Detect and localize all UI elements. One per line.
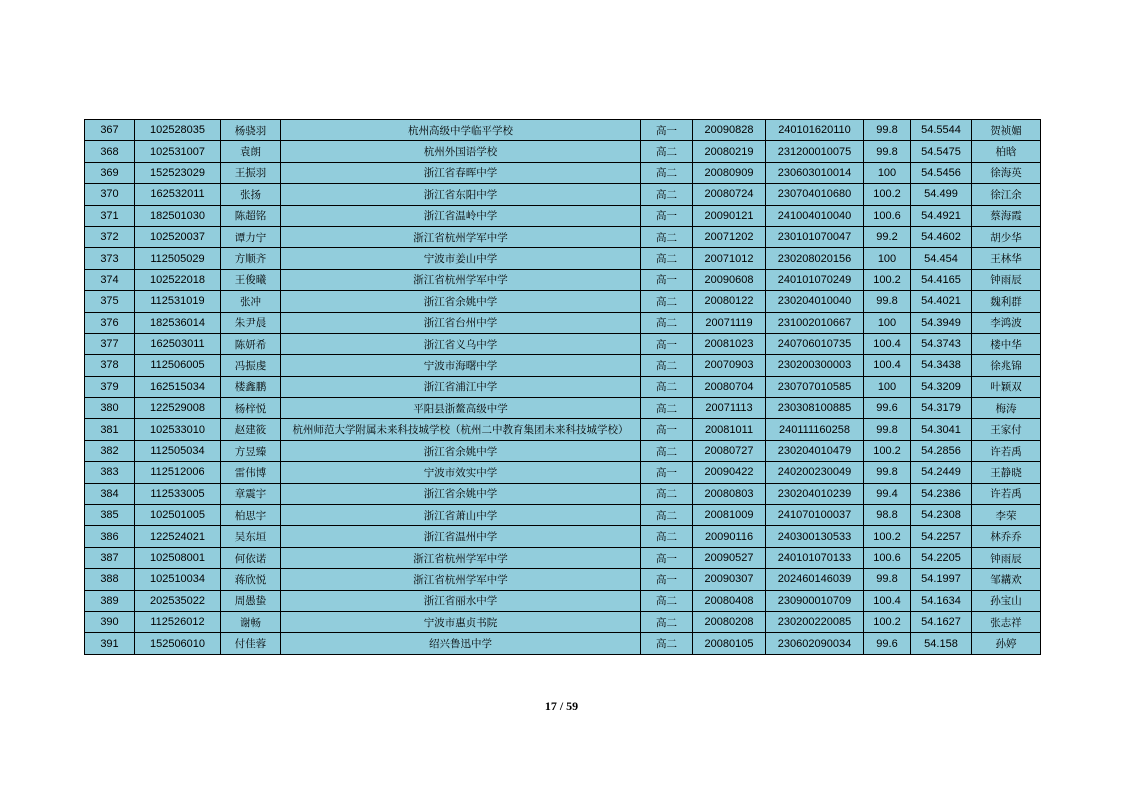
total-score-cell: 54.1627 bbox=[911, 611, 972, 632]
school-cell: 宁波市海曙中学 bbox=[281, 355, 641, 376]
exam-id-cell: 240200230049 bbox=[766, 462, 864, 483]
student-id-cell: 182501030 bbox=[135, 205, 221, 226]
teacher-cell: 钟雨辰 bbox=[972, 269, 1041, 290]
teacher-cell: 蔡海霞 bbox=[972, 205, 1041, 226]
table-row bbox=[85, 505, 1041, 526]
score-cell: 99.6 bbox=[864, 633, 911, 654]
teacher-cell: 王家付 bbox=[972, 419, 1041, 440]
table-row bbox=[85, 184, 1041, 205]
school-cell: 浙江省萧山中学 bbox=[281, 505, 641, 526]
birthdate-cell: 20071012 bbox=[693, 248, 766, 269]
birthdate-cell: 20090422 bbox=[693, 462, 766, 483]
name-cell: 付佳蓉 bbox=[221, 633, 281, 654]
total-score-cell: 54.3743 bbox=[911, 333, 972, 354]
total-score-cell: 54.5544 bbox=[911, 120, 972, 141]
name-cell: 赵建筱 bbox=[221, 419, 281, 440]
student-id-cell: 102508001 bbox=[135, 547, 221, 568]
student-id-cell: 152523029 bbox=[135, 162, 221, 183]
exam-id-cell: 231200010075 bbox=[766, 141, 864, 162]
birthdate-cell: 20090121 bbox=[693, 205, 766, 226]
table-row bbox=[85, 141, 1041, 162]
student-id-cell: 202535022 bbox=[135, 590, 221, 611]
birthdate-cell: 20080704 bbox=[693, 376, 766, 397]
student-id-cell: 102533010 bbox=[135, 419, 221, 440]
grade-cell: 高一 bbox=[641, 462, 693, 483]
exam-id-cell: 240111160258 bbox=[766, 419, 864, 440]
birthdate-cell: 20080803 bbox=[693, 483, 766, 504]
rank-cell: 385 bbox=[85, 505, 135, 526]
teacher-cell: 林乔乔 bbox=[972, 526, 1041, 547]
teacher-cell: 孙宝山 bbox=[972, 590, 1041, 611]
exam-id-cell: 230208020156 bbox=[766, 248, 864, 269]
rank-cell: 384 bbox=[85, 483, 135, 504]
birthdate-cell: 20080208 bbox=[693, 611, 766, 632]
school-cell: 浙江省余姚中学 bbox=[281, 483, 641, 504]
table-row bbox=[85, 205, 1041, 226]
name-cell: 方昱臻 bbox=[221, 440, 281, 461]
name-cell: 张冲 bbox=[221, 291, 281, 312]
grade-cell: 高二 bbox=[641, 633, 693, 654]
grade-cell: 高二 bbox=[641, 312, 693, 333]
total-score-cell: 54.2386 bbox=[911, 483, 972, 504]
rank-cell: 369 bbox=[85, 162, 135, 183]
table-row bbox=[85, 398, 1041, 419]
student-id-cell: 152506010 bbox=[135, 633, 221, 654]
grade-cell: 高二 bbox=[641, 226, 693, 247]
grade-cell: 高二 bbox=[641, 376, 693, 397]
total-score-cell: 54.5475 bbox=[911, 141, 972, 162]
grade-cell: 高二 bbox=[641, 184, 693, 205]
student-id-cell: 122529008 bbox=[135, 398, 221, 419]
table-row bbox=[85, 226, 1041, 247]
name-cell: 陈妍希 bbox=[221, 333, 281, 354]
total-score-cell: 54.499 bbox=[911, 184, 972, 205]
birthdate-cell: 20070903 bbox=[693, 355, 766, 376]
total-score-cell: 54.4921 bbox=[911, 205, 972, 226]
grade-cell: 高一 bbox=[641, 547, 693, 568]
score-cell: 99.4 bbox=[864, 483, 911, 504]
score-cell: 99.8 bbox=[864, 291, 911, 312]
teacher-cell: 许若禹 bbox=[972, 483, 1041, 504]
birthdate-cell: 20080219 bbox=[693, 141, 766, 162]
score-cell: 99.8 bbox=[864, 462, 911, 483]
student-id-cell: 162515034 bbox=[135, 376, 221, 397]
total-score-cell: 54.454 bbox=[911, 248, 972, 269]
student-id-cell: 112505029 bbox=[135, 248, 221, 269]
student-id-cell: 112531019 bbox=[135, 291, 221, 312]
score-cell: 100.4 bbox=[864, 355, 911, 376]
birthdate-cell: 20090307 bbox=[693, 569, 766, 590]
birthdate-cell: 20080909 bbox=[693, 162, 766, 183]
rank-cell: 379 bbox=[85, 376, 135, 397]
teacher-cell: 许若禹 bbox=[972, 440, 1041, 461]
score-cell: 99.8 bbox=[864, 569, 911, 590]
name-cell: 杨骁羽 bbox=[221, 120, 281, 141]
birthdate-cell: 20090828 bbox=[693, 120, 766, 141]
rank-cell: 368 bbox=[85, 141, 135, 162]
name-cell: 陈超铭 bbox=[221, 205, 281, 226]
grade-cell: 高二 bbox=[641, 355, 693, 376]
total-score-cell: 54.1634 bbox=[911, 590, 972, 611]
exam-id-cell: 230200220085 bbox=[766, 611, 864, 632]
name-cell: 吴东垣 bbox=[221, 526, 281, 547]
student-id-cell: 102531007 bbox=[135, 141, 221, 162]
teacher-cell: 徐兆锦 bbox=[972, 355, 1041, 376]
exam-id-cell: 240101070133 bbox=[766, 547, 864, 568]
table-row bbox=[85, 162, 1041, 183]
exam-id-cell: 230204010479 bbox=[766, 440, 864, 461]
name-cell: 谢畅 bbox=[221, 611, 281, 632]
name-cell: 楼鑫鹏 bbox=[221, 376, 281, 397]
exam-id-cell: 240101620110 bbox=[766, 120, 864, 141]
rank-cell: 375 bbox=[85, 291, 135, 312]
school-cell: 浙江省义乌中学 bbox=[281, 333, 641, 354]
total-score-cell: 54.2856 bbox=[911, 440, 972, 461]
name-cell: 王俊曦 bbox=[221, 269, 281, 290]
total-score-cell: 54.3209 bbox=[911, 376, 972, 397]
school-cell: 杭州师范大学附属未来科技城学校（杭州二中教育集团未来科技城学校） bbox=[281, 419, 641, 440]
rank-cell: 390 bbox=[85, 611, 135, 632]
exam-id-cell: 202460146039 bbox=[766, 569, 864, 590]
name-cell: 袁朗 bbox=[221, 141, 281, 162]
score-cell: 100 bbox=[864, 376, 911, 397]
total-score-cell: 54.4021 bbox=[911, 291, 972, 312]
name-cell: 谭力宁 bbox=[221, 226, 281, 247]
birthdate-cell: 20090527 bbox=[693, 547, 766, 568]
table-row bbox=[85, 611, 1041, 632]
total-score-cell: 54.3179 bbox=[911, 398, 972, 419]
name-cell: 张扬 bbox=[221, 184, 281, 205]
total-score-cell: 54.158 bbox=[911, 633, 972, 654]
school-cell: 绍兴鲁迅中学 bbox=[281, 633, 641, 654]
teacher-cell: 王静晓 bbox=[972, 462, 1041, 483]
grade-cell: 高二 bbox=[641, 141, 693, 162]
grade-cell: 高一 bbox=[641, 419, 693, 440]
school-cell: 浙江省温州中学 bbox=[281, 526, 641, 547]
grade-cell: 高二 bbox=[641, 248, 693, 269]
rank-cell: 376 bbox=[85, 312, 135, 333]
table-row bbox=[85, 633, 1041, 654]
teacher-cell: 孙婷 bbox=[972, 633, 1041, 654]
teacher-cell: 钟雨辰 bbox=[972, 547, 1041, 568]
score-cell: 100 bbox=[864, 312, 911, 333]
school-cell: 浙江省台州中学 bbox=[281, 312, 641, 333]
exam-id-cell: 230308100885 bbox=[766, 398, 864, 419]
rank-cell: 378 bbox=[85, 355, 135, 376]
total-score-cell: 54.3041 bbox=[911, 419, 972, 440]
name-cell: 方顺齐 bbox=[221, 248, 281, 269]
rank-cell: 367 bbox=[85, 120, 135, 141]
birthdate-cell: 20080724 bbox=[693, 184, 766, 205]
school-cell: 宁波市姜山中学 bbox=[281, 248, 641, 269]
table-row bbox=[85, 419, 1041, 440]
score-cell: 100.2 bbox=[864, 184, 911, 205]
teacher-cell: 柏晗 bbox=[972, 141, 1041, 162]
birthdate-cell: 20080727 bbox=[693, 440, 766, 461]
score-cell: 100.4 bbox=[864, 333, 911, 354]
score-cell: 100.6 bbox=[864, 205, 911, 226]
birthdate-cell: 20071113 bbox=[693, 398, 766, 419]
name-cell: 蒋欣悦 bbox=[221, 569, 281, 590]
teacher-cell: 王林华 bbox=[972, 248, 1041, 269]
total-score-cell: 54.3438 bbox=[911, 355, 972, 376]
total-score-cell: 54.5456 bbox=[911, 162, 972, 183]
score-cell: 99.8 bbox=[864, 141, 911, 162]
rank-cell: 371 bbox=[85, 205, 135, 226]
name-cell: 杨梓悦 bbox=[221, 398, 281, 419]
grade-cell: 高二 bbox=[641, 291, 693, 312]
birthdate-cell: 20071202 bbox=[693, 226, 766, 247]
exam-id-cell: 230204010040 bbox=[766, 291, 864, 312]
exam-id-cell: 230204010239 bbox=[766, 483, 864, 504]
score-cell: 100.4 bbox=[864, 590, 911, 611]
rank-cell: 370 bbox=[85, 184, 135, 205]
teacher-cell: 梅涛 bbox=[972, 398, 1041, 419]
total-score-cell: 54.1997 bbox=[911, 569, 972, 590]
student-id-cell: 122524021 bbox=[135, 526, 221, 547]
page-number: 17 / 59 bbox=[544, 699, 579, 713]
rank-cell: 386 bbox=[85, 526, 135, 547]
name-cell: 何依诺 bbox=[221, 547, 281, 568]
student-id-cell: 162503011 bbox=[135, 333, 221, 354]
exam-id-cell: 230900010709 bbox=[766, 590, 864, 611]
grade-cell: 高一 bbox=[641, 333, 693, 354]
exam-id-cell: 230101070047 bbox=[766, 226, 864, 247]
school-cell: 浙江省余姚中学 bbox=[281, 291, 641, 312]
teacher-cell: 李鸿波 bbox=[972, 312, 1041, 333]
grade-cell: 高二 bbox=[641, 611, 693, 632]
birthdate-cell: 20080105 bbox=[693, 633, 766, 654]
rank-cell: 377 bbox=[85, 333, 135, 354]
school-cell: 浙江省杭州学军中学 bbox=[281, 226, 641, 247]
score-cell: 100 bbox=[864, 162, 911, 183]
exam-id-cell: 240101070249 bbox=[766, 269, 864, 290]
school-cell: 宁波市效实中学 bbox=[281, 462, 641, 483]
teacher-cell: 邹耩欢 bbox=[972, 569, 1041, 590]
grade-cell: 高一 bbox=[641, 569, 693, 590]
table-row bbox=[85, 291, 1041, 312]
teacher-cell: 徐江余 bbox=[972, 184, 1041, 205]
table-row bbox=[85, 526, 1041, 547]
student-id-cell: 112512006 bbox=[135, 462, 221, 483]
school-cell: 平阳县浙鳌高级中学 bbox=[281, 398, 641, 419]
rank-cell: 391 bbox=[85, 633, 135, 654]
student-id-cell: 102510034 bbox=[135, 569, 221, 590]
teacher-cell: 张志祥 bbox=[972, 611, 1041, 632]
birthdate-cell: 20090608 bbox=[693, 269, 766, 290]
results-table bbox=[84, 119, 1041, 655]
student-id-cell: 182536014 bbox=[135, 312, 221, 333]
score-cell: 99.6 bbox=[864, 398, 911, 419]
total-score-cell: 54.2205 bbox=[911, 547, 972, 568]
exam-id-cell: 230603010014 bbox=[766, 162, 864, 183]
grade-cell: 高二 bbox=[641, 526, 693, 547]
grade-cell: 高二 bbox=[641, 483, 693, 504]
school-cell: 浙江省杭州学军中学 bbox=[281, 547, 641, 568]
rank-cell: 373 bbox=[85, 248, 135, 269]
total-score-cell: 54.4165 bbox=[911, 269, 972, 290]
score-cell: 100.6 bbox=[864, 547, 911, 568]
name-cell: 柏思宇 bbox=[221, 505, 281, 526]
student-id-cell: 112533005 bbox=[135, 483, 221, 504]
rank-cell: 382 bbox=[85, 440, 135, 461]
student-id-cell: 102520037 bbox=[135, 226, 221, 247]
rank-cell: 383 bbox=[85, 462, 135, 483]
rank-cell: 374 bbox=[85, 269, 135, 290]
table-row bbox=[85, 355, 1041, 376]
table-row bbox=[85, 483, 1041, 504]
table-row bbox=[85, 440, 1041, 461]
school-cell: 浙江省浦江中学 bbox=[281, 376, 641, 397]
rank-cell: 372 bbox=[85, 226, 135, 247]
student-id-cell: 112526012 bbox=[135, 611, 221, 632]
name-cell: 周愚蛰 bbox=[221, 590, 281, 611]
exam-id-cell: 240706010735 bbox=[766, 333, 864, 354]
table-row bbox=[85, 248, 1041, 269]
exam-id-cell: 231002010667 bbox=[766, 312, 864, 333]
student-id-cell: 102501005 bbox=[135, 505, 221, 526]
grade-cell: 高一 bbox=[641, 269, 693, 290]
birthdate-cell: 20081009 bbox=[693, 505, 766, 526]
table-row bbox=[85, 333, 1041, 354]
score-cell: 100.2 bbox=[864, 611, 911, 632]
school-cell: 浙江省杭州学军中学 bbox=[281, 269, 641, 290]
birthdate-cell: 20090116 bbox=[693, 526, 766, 547]
name-cell: 朱尹晨 bbox=[221, 312, 281, 333]
name-cell: 章震宇 bbox=[221, 483, 281, 504]
total-score-cell: 54.4602 bbox=[911, 226, 972, 247]
grade-cell: 高二 bbox=[641, 505, 693, 526]
score-cell: 100.2 bbox=[864, 526, 911, 547]
exam-id-cell: 230200300003 bbox=[766, 355, 864, 376]
school-cell: 浙江省春晖中学 bbox=[281, 162, 641, 183]
name-cell: 王振羽 bbox=[221, 162, 281, 183]
exam-id-cell: 241004010040 bbox=[766, 205, 864, 226]
teacher-cell: 徐海英 bbox=[972, 162, 1041, 183]
teacher-cell: 魏利群 bbox=[972, 291, 1041, 312]
birthdate-cell: 20071119 bbox=[693, 312, 766, 333]
birthdate-cell: 20080408 bbox=[693, 590, 766, 611]
grade-cell: 高二 bbox=[641, 440, 693, 461]
table-row bbox=[85, 312, 1041, 333]
score-cell: 98.8 bbox=[864, 505, 911, 526]
school-cell: 浙江省余姚中学 bbox=[281, 440, 641, 461]
score-cell: 100 bbox=[864, 248, 911, 269]
score-cell: 99.8 bbox=[864, 120, 911, 141]
grade-cell: 高二 bbox=[641, 398, 693, 419]
student-id-cell: 102528035 bbox=[135, 120, 221, 141]
school-cell: 浙江省东阳中学 bbox=[281, 184, 641, 205]
school-cell: 杭州外国语学校 bbox=[281, 141, 641, 162]
rank-cell: 389 bbox=[85, 590, 135, 611]
score-cell: 100.2 bbox=[864, 440, 911, 461]
score-cell: 99.8 bbox=[864, 419, 911, 440]
rank-cell: 380 bbox=[85, 398, 135, 419]
total-score-cell: 54.2308 bbox=[911, 505, 972, 526]
grade-cell: 高一 bbox=[641, 205, 693, 226]
birthdate-cell: 20081011 bbox=[693, 419, 766, 440]
teacher-cell: 楼中华 bbox=[972, 333, 1041, 354]
table-row bbox=[85, 120, 1041, 141]
rank-cell: 388 bbox=[85, 569, 135, 590]
table-row bbox=[85, 547, 1041, 568]
exam-id-cell: 230707010585 bbox=[766, 376, 864, 397]
school-cell: 浙江省温岭中学 bbox=[281, 205, 641, 226]
table-row bbox=[85, 269, 1041, 290]
total-score-cell: 54.2449 bbox=[911, 462, 972, 483]
birthdate-cell: 20080122 bbox=[693, 291, 766, 312]
student-id-cell: 162532011 bbox=[135, 184, 221, 205]
exam-id-cell: 230704010680 bbox=[766, 184, 864, 205]
name-cell: 冯振虔 bbox=[221, 355, 281, 376]
total-score-cell: 54.2257 bbox=[911, 526, 972, 547]
rank-cell: 381 bbox=[85, 419, 135, 440]
teacher-cell: 胡少华 bbox=[972, 226, 1041, 247]
score-cell: 100.2 bbox=[864, 269, 911, 290]
student-id-cell: 102522018 bbox=[135, 269, 221, 290]
teacher-cell: 贺祯媚 bbox=[972, 120, 1041, 141]
name-cell: 雷伟博 bbox=[221, 462, 281, 483]
exam-id-cell: 240300130533 bbox=[766, 526, 864, 547]
rank-cell: 387 bbox=[85, 547, 135, 568]
grade-cell: 高二 bbox=[641, 590, 693, 611]
total-score-cell: 54.3949 bbox=[911, 312, 972, 333]
school-cell: 浙江省杭州学军中学 bbox=[281, 569, 641, 590]
school-cell: 浙江省丽水中学 bbox=[281, 590, 641, 611]
exam-id-cell: 230602090034 bbox=[766, 633, 864, 654]
student-id-cell: 112505034 bbox=[135, 440, 221, 461]
table-row bbox=[85, 376, 1041, 397]
table-row bbox=[85, 569, 1041, 590]
school-cell: 宁波市惠贞书院 bbox=[281, 611, 641, 632]
school-cell: 杭州高级中学临平学校 bbox=[281, 120, 641, 141]
table-row bbox=[85, 590, 1041, 611]
score-cell: 99.2 bbox=[864, 226, 911, 247]
student-id-cell: 112506005 bbox=[135, 355, 221, 376]
exam-id-cell: 241070100037 bbox=[766, 505, 864, 526]
table-body bbox=[85, 120, 1041, 655]
grade-cell: 高一 bbox=[641, 120, 693, 141]
grade-cell: 高二 bbox=[641, 162, 693, 183]
table-row bbox=[85, 462, 1041, 483]
teacher-cell: 李荣 bbox=[972, 505, 1041, 526]
teacher-cell: 叶颖双 bbox=[972, 376, 1041, 397]
birthdate-cell: 20081023 bbox=[693, 333, 766, 354]
